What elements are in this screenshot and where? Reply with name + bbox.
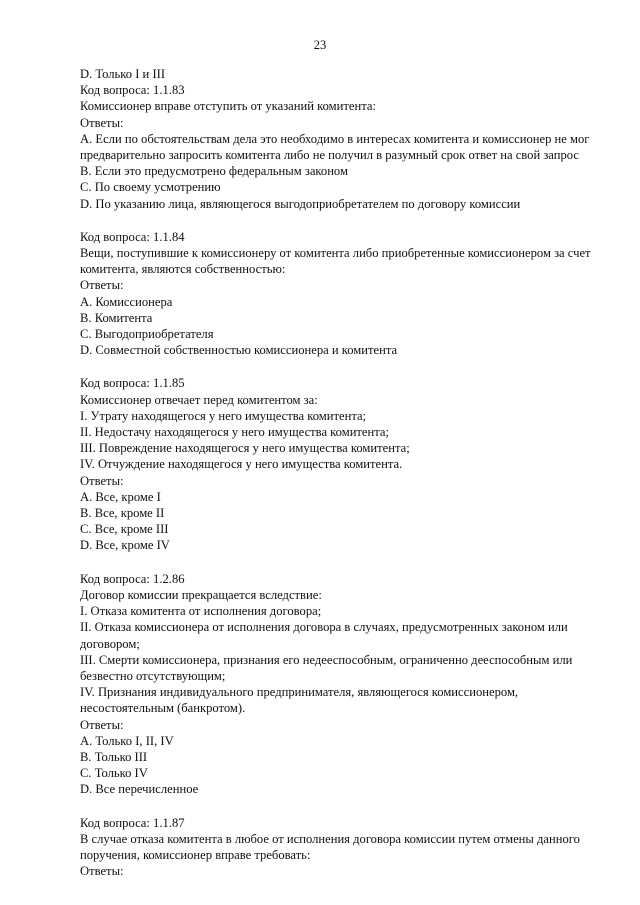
- question-block: [80, 229, 600, 359]
- question-option-item: II. Отказа комиссионера от исполнения договора в случаях, предусмотренных законом или договором;: [80, 620, 571, 651]
- page-number: 23: [313, 38, 327, 52]
- question-block: [80, 815, 600, 880]
- answer-choice: D. Совместной собственностью комиссионера и комитента: [80, 343, 398, 358]
- answers-label: Ответы:: [80, 473, 124, 488]
- answer-choice: C. По своему усмотрению: [80, 180, 221, 195]
- question-text: Комиссионер отвечает перед комитентом за:: [80, 392, 318, 407]
- answer-choice: D. Все, кроме IV: [80, 538, 170, 553]
- answer-choice: B. Только III: [80, 749, 148, 764]
- answer-choice: A. Комиссионера: [80, 294, 173, 309]
- lead-block: [80, 66, 600, 82]
- answer-choice: B. Если это предусмотрено федеральным законом: [80, 164, 348, 179]
- answer-choice: A. Только I, II, IV: [80, 733, 174, 748]
- question-option-item: IV. Признания индивидуального предпринимателя, являющегося комиссионером, несостоятельным (банкротом).: [80, 685, 522, 716]
- question-code: Код вопроса: 1.1.84: [80, 229, 185, 244]
- page-content: [80, 66, 600, 879]
- question-text: Договор комиссии прекращается вследствие:: [80, 587, 322, 602]
- answer-choice: D. Все перечисленное: [80, 782, 199, 797]
- question-option-item: I. Отказа комитента от исполнения договора;: [80, 604, 322, 619]
- question-block: [80, 82, 600, 212]
- answer-choice: C. Выгодоприобретателя: [80, 327, 214, 342]
- answer-choice: D. По указанию лица, являющегося выгодоприобретателем по договору комиссии: [80, 196, 521, 211]
- question-option-item: IV. Отчуждение находящегося у него имущества комитента.: [80, 457, 403, 472]
- question-code: Код вопроса: 1.1.87: [80, 815, 185, 830]
- question-option-item: I. Утрату находящегося у него имущества комитента;: [80, 408, 367, 423]
- lead-answer-line: D. Только I и III: [80, 67, 166, 81]
- question-code: Код вопроса: 1.1.83: [80, 83, 185, 98]
- answer-choice: C. Все, кроме III: [80, 522, 169, 537]
- answer-choice: B. Все, кроме II: [80, 506, 165, 521]
- answer-choice: A. Все, кроме I: [80, 489, 161, 504]
- question-code: Код вопроса: 1.1.85: [80, 376, 185, 391]
- question-option-item: III. Смерти комиссионера, признания его недееспособным, ограниченно дееспособным или безвестно отсутствующим;: [80, 652, 576, 683]
- question-code: Код вопроса: 1.2.86: [80, 571, 185, 586]
- question-block: [80, 571, 600, 798]
- answer-choice: C. Только IV: [80, 766, 148, 781]
- answers-label: Ответы:: [80, 717, 124, 732]
- answers-label: Ответы:: [80, 115, 124, 130]
- questions-list: [80, 82, 600, 879]
- question-option-item: III. Повреждение находящегося у него имущества комитента;: [80, 441, 410, 456]
- answer-choice: B. Комитента: [80, 310, 153, 325]
- question-text: Комиссионер вправе отступить от указаний комитента:: [80, 99, 376, 114]
- question-text: В случае отказа комитента в любое от исполнения договора комиссии путем отмены данного поручения, комиссионер вправе требовать:: [80, 831, 584, 862]
- question-text: Вещи, поступившие к комиссионеру от комитента либо приобретенные комиссионером за счет комитента, являются собственностью:: [80, 246, 594, 277]
- question-option-item: II. Недостачу находящегося у него имущества комитента;: [80, 425, 390, 440]
- answers-label: Ответы:: [80, 864, 124, 879]
- question-block: [80, 375, 600, 553]
- answers-label: Ответы:: [80, 278, 124, 293]
- answer-choice: A. Если по обстоятельствам дела это необходимо в интересах комитента и комиссионер не мог предварительно запросить комитента либо не получил в разумный срок ответ на свой запрос: [80, 131, 593, 163]
